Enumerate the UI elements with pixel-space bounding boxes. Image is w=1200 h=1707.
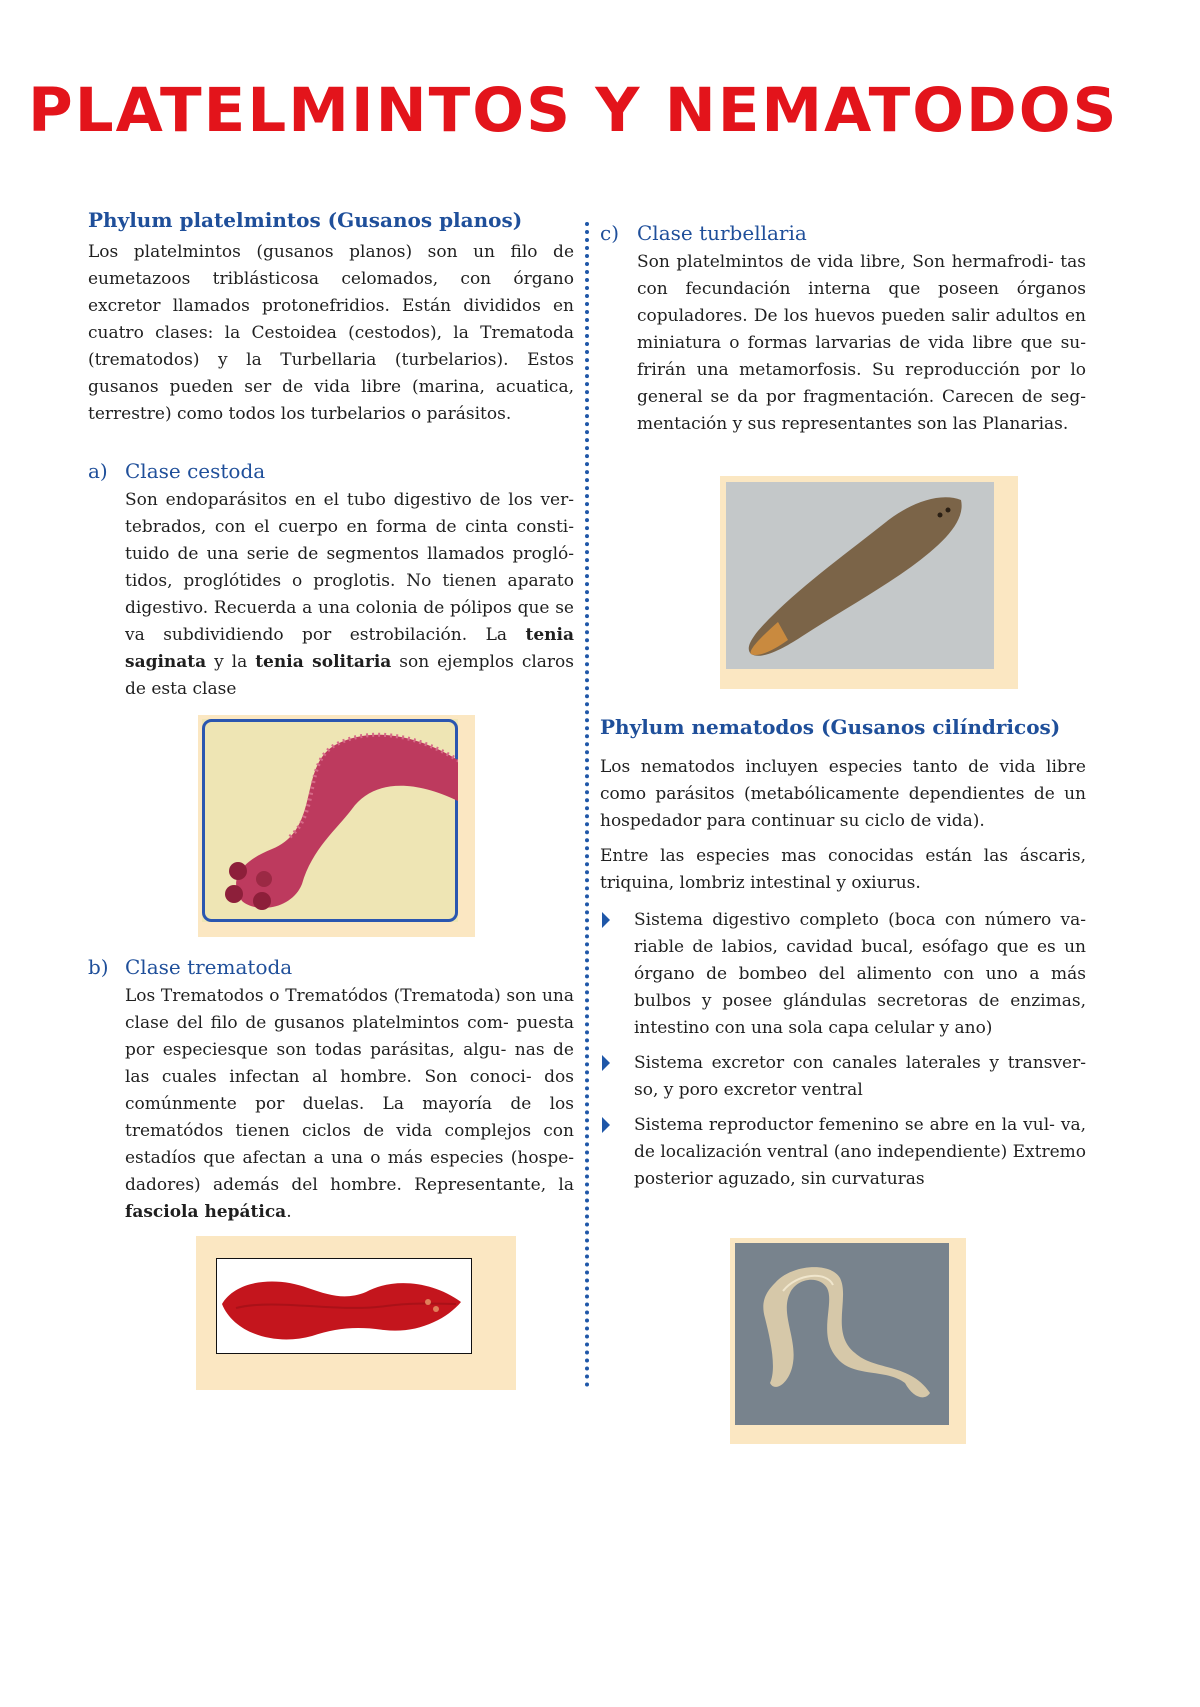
cestoda-section <box>88 458 574 703</box>
list-item <box>600 1050 1086 1104</box>
cestoda-text-after: son ejemplos claros de esta clase <box>125 652 575 699</box>
trematoda-title: Clase trematoda <box>125 955 293 979</box>
cestoda-bold-tenia-saginata: tenia saginata <box>125 625 574 672</box>
tapeworm-photo <box>202 719 458 922</box>
nematodos-p2: Entre las especies mas conocidas están las áscaris, triquina, lombriz intestinal y oxiurus. <box>600 846 1086 893</box>
left-column <box>88 207 574 703</box>
cestoda-bold-tenia-solitaria: tenia solitaria <box>255 652 392 672</box>
nematodos-p1: Los nematodos incluyen especies tanto de vida libre como parásitos (metabólicamente dependientes de un hospedador para continuar su ciclo de vida). <box>600 757 1086 831</box>
triangle-bullet-icon <box>602 1055 610 1071</box>
nematode-photo-frame <box>730 1238 966 1444</box>
right-column-lower <box>600 714 1086 1201</box>
cestoda-title-line <box>88 458 574 485</box>
cestoda-title: Clase cestoda <box>125 459 266 483</box>
turbellaria-letter: c) <box>600 221 620 245</box>
platelmintos-intro: Los platelmintos (gusanos planos) son un filo de eumetazoos triblásticosa celomados, con órgano excretor llamados protonefridios. Están divididos en cuatro clases: la Cestoidea (cestodos), la Trematoda (trematodos) y la Turbellaria (turbelarios). Estos gusanos pueden ser de vida libre (marina, acuatica, terrestre) como todos los turbelarios o parásitos. <box>88 242 574 424</box>
cestoda-text-middle: y la <box>206 652 256 672</box>
turbellaria-photo-frame <box>720 476 1018 689</box>
planaria-photo <box>726 482 994 669</box>
cestoda-photo-frame <box>198 715 475 937</box>
fasciola-photo <box>216 1258 472 1354</box>
page-title: PLATELMINTOS Y NEMATODOS <box>28 75 1119 146</box>
trematoda-text-after: . <box>286 1202 292 1222</box>
column-divider <box>585 222 589 1388</box>
right-column <box>600 220 1086 438</box>
triangle-bullet-icon <box>602 912 610 928</box>
nematodos-heading: Phylum nematodos (Gusanos cilíndricos) <box>600 715 1061 739</box>
trematoda-photo-frame <box>196 1236 516 1390</box>
bullet-text: Sistema excretor con canales laterales y transver- so, y poro excretor ventral <box>634 1053 1086 1100</box>
triangle-bullet-icon <box>602 1117 610 1133</box>
list-item <box>600 1112 1086 1193</box>
trematoda-bold-fasciola: fasciola hepática <box>125 1202 287 1222</box>
nematodos-bullet-list <box>600 907 1086 1193</box>
trematoda-text-before: Los Trematodos o Trematódos (Trematoda) son una clase del filo de gusanos platelmintos com- puesta por especiesque son todas parásitas, algu- nas de las cuales infectan al hombre. Son conoci- dos comúnmente por duelas. La mayoría de los trematódos tienen ciclos de vida complejos con estadíos que afectan a una o más especies (hospe- dadores) además del hombre. Representante, la <box>125 986 574 1195</box>
trematoda-text <box>125 983 574 1226</box>
turbellaria-text: Son platelmintos de vida libre, Son hermafrodi- tas con fecundación interna que poseen órganos copuladores. De los huevos pueden salir adultos en miniatura o formas larvarias de vida libre que su- frirán una metamorfosis. Su reproducción por lo general se da por fragmentación. Carecen de seg- mentación y sus representantes son las Planarias. <box>637 252 1086 434</box>
platelmintos-heading: Phylum platelmintos (Gusanos planos) <box>88 208 523 232</box>
bullet-text: Sistema digestivo completo (boca con número va- riable de labios, cavidad bucal, esófago que es un órgano de bombeo del alimento con uno a más bulbos y posee glándulas secretoras de enzimas, intestino con una sola capa celular y ano) <box>634 910 1086 1038</box>
bullet-text: Sistema reproductor femenino se abre en la vul- va, de localización ventral (ano independiente) Extremo posterior aguzado, sin curvaturas <box>634 1115 1086 1189</box>
trematoda-section <box>88 954 574 1226</box>
nematode-photo <box>735 1243 949 1425</box>
cestoda-letter: a) <box>88 459 108 483</box>
trematoda-letter: b) <box>88 955 109 979</box>
turbellaria-title: Clase turbellaria <box>637 221 807 245</box>
trematoda-title-line <box>88 954 574 981</box>
turbellaria-section <box>600 220 1086 438</box>
cestoda-text <box>125 487 574 703</box>
list-item <box>600 907 1086 1042</box>
cestoda-text-before: Son endoparásitos en el tubo digestivo de los ver- tebrados, con el cuerpo en forma de cinta consti- tuido de una serie de segmentos llamados progló- tidos, proglótides o proglotis. No tienen aparato digestivo. Recuerda a una colonia de pólipos que se va subdividiendo por estrobilación. La <box>125 490 574 645</box>
turbellaria-title-line <box>600 220 1086 247</box>
left-column-lower <box>88 954 574 1226</box>
